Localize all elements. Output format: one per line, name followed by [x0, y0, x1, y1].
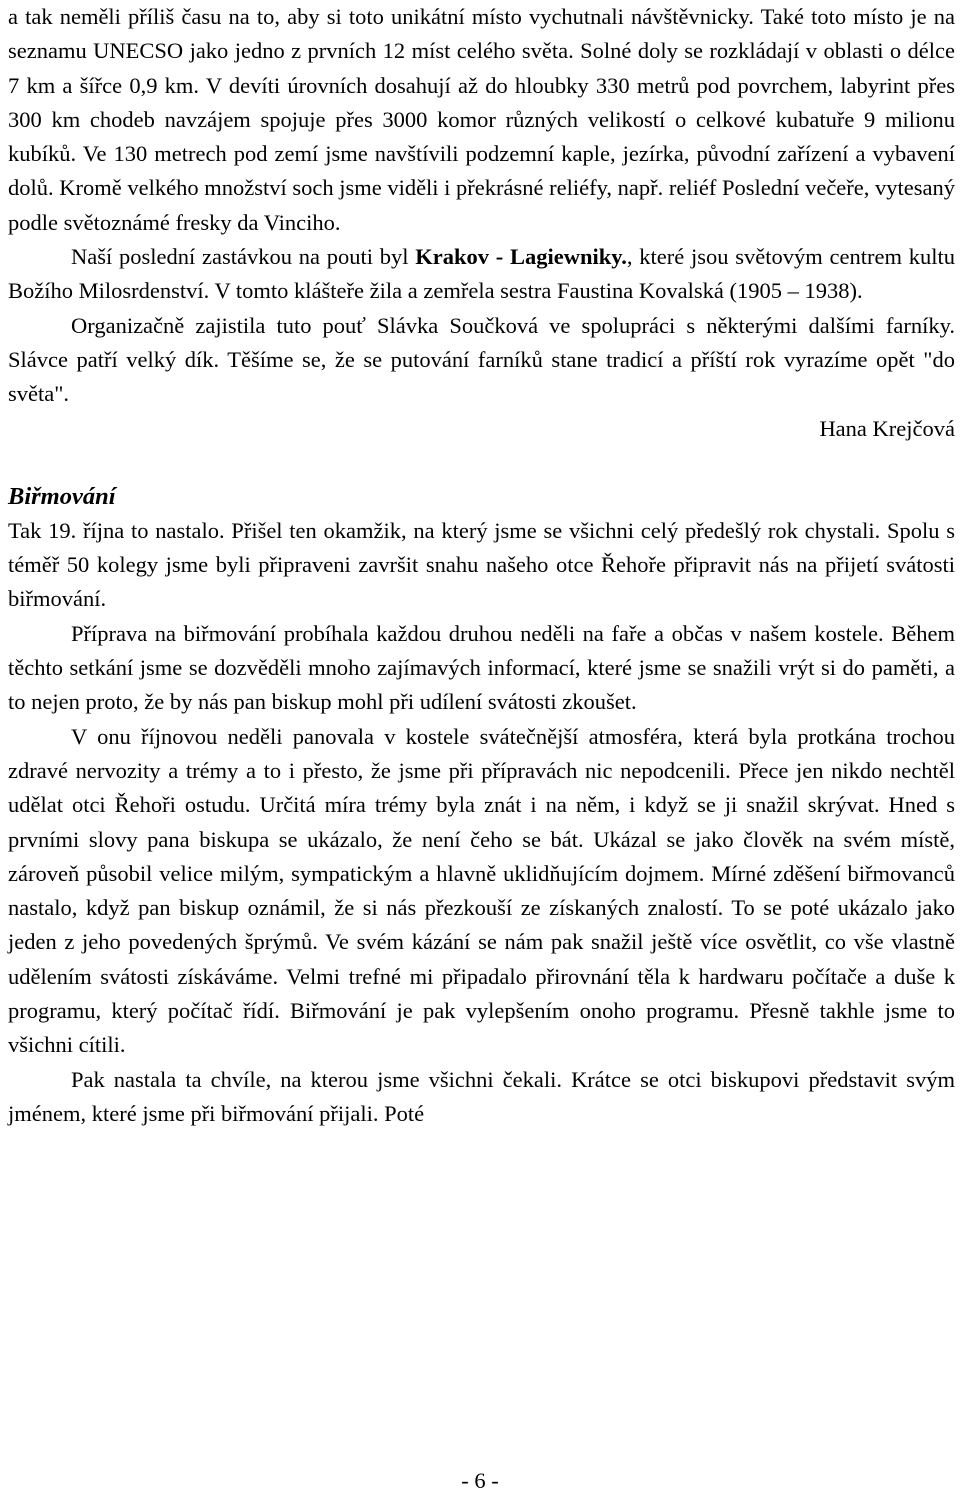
article1-paragraph-3: Organizačně zajistila tuto pouť Slávka Součková ve spolupráci s některými dalšími farníky. Slávce patří velký dík. Těšíme se, že se putování farníků stane tradicí a příští rok vyrazíme opět "do světa".: [8, 312, 955, 407]
article2-paragraph-3: V onu říjnovou neděli panovala v kostele svátečnější atmosféra, která byla protkána trochou zdravé nervozity a trémy a to i přesto, že jsme při přípravách nic nepodcenili. Přece jen nikdo nechtěl udělat otci Řehoři ostudu. Určitá míra trémy byla znát i na něm, i když se ji snažil skrývat. Hned s prvními slovy pana biskupa se ukázalo, že není čeho se bát. Ukázal se jako člověk na svém místě, zároveň působil velice milým, sympatickým a hlavně uklidňujícím dojmem. Mírné zděšení biřmovanců nastalo, když pan biskup oznámil, že si nás přezkouší ze získaných znalostí. To se poté ukázalo jako jeden z jeho povedených šprýmů. Ve svém kázání se nám pak snažil ještě více osvětlit, co vše vlastně udělením svátosti získáváme. Velmi trefné mi připadalo přirovnání těla k hardwaru počítače a duše k programu, který počítač řídí. Biřmování je pak vylepšením onoho programu. Přesně takhle jsme to všichni cítili.: [8, 723, 955, 1058]
article2-paragraph-4: Pak nastala ta chvíle, na kterou jsme všichni čekali. Krátce se otci biskupovi představit svým jménem, které jsme při biřmování přijali. Poté: [8, 1066, 955, 1126]
article1-paragraph-1: a tak neměli příliš času na to, aby si toto unikátní místo vychutnali návštěvnicky. Také toto místo je na seznamu UNECSO jako jedno z prvních 12 míst celého světa. Solné doly se rozkládají v oblasti o délce 7 km a šířce 0,9 km. V devíti úrovních dosahují až do hloubky 330 metrů pod povrchem, labyrint přes 300 km chodeb navzájem spojuje přes 3000 komor různých velikostí o celkové kubatuře 9 milionu kubíků. Ve 130 metrech pod zemí jsme navštívili podzemní kaple, jezírka, původní zařízení a vybavení dolů. Kromě velkého množství soch jsme viděli i překrásné reliéfy, např. reliéf Poslední večeře, vytesaný podle světoznámé fresky da Vinciho.: [8, 4, 955, 235]
place-name-bold: Krakov - Lagiewniky.: [415, 244, 627, 270]
article2-paragraph-2: Příprava na biřmování probíhala každou druhou neděli na faře a občas v našem kostele. Během těchto setkání jsme se dozvěděli mnoho zajímavých informací, které jsme se snažili vrýt si do paměti, a to nejen proto, že by nás pan biskup mohl při udílení svátosti zkoušet.: [8, 620, 955, 715]
article1-p2-text-before: Naší poslední zastávkou na pouti byl: [71, 244, 416, 270]
article1-author: Hana Krejčová: [819, 415, 955, 441]
page-number: - 6 -: [461, 1468, 499, 1493]
article2-title: Biřmování: [8, 482, 116, 510]
article1-paragraph-2: [8, 240, 955, 309]
article1-p2-text-after: , které jsou světovým centrem kultu Božího Milosrdenství. V tomto klášteře žila a zemřela sestra Faustina Kovalská (1905 – 1938).: [8, 244, 955, 304]
article2-paragraph-1: Tak 19. října to nastalo. Přišel ten okamžik, na který jsme se všichni celý předešlý rok chystali. Spolu s téměř 50 kolegy jsme byli připraveni završit snahu našeho otce Řehoře připravit nás na přijetí svátosti biřmování.: [8, 517, 955, 612]
page-content: [8, 0, 955, 1131]
section-gap: [8, 446, 955, 480]
